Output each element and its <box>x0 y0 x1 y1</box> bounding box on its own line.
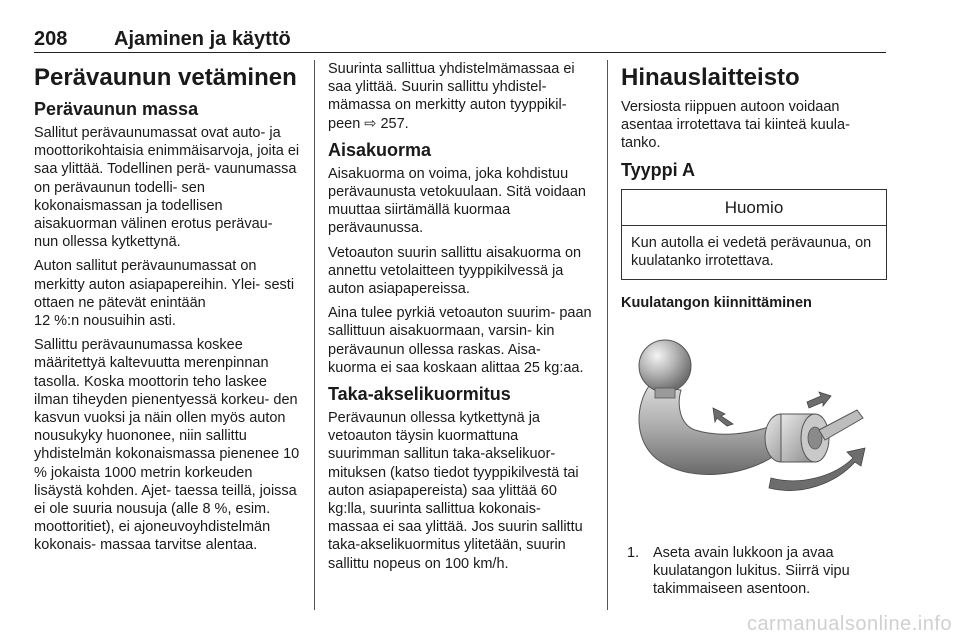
column-3 <box>621 60 887 599</box>
step-1 <box>621 544 887 599</box>
subsection-title-type-a: Tyyppi A <box>621 159 696 180</box>
subsection-title-rear-axle-load: Taka-akselikuormitus <box>328 384 511 405</box>
subsection-title-fitting-ball-bar: Kuulatangon kiinnittäminen <box>621 295 812 312</box>
notice-body: Kun autolla ei vedetä perävaunua, on kuulatanko irrotettava. <box>631 234 872 269</box>
tow-ball-bar-illustration <box>621 326 887 526</box>
page-reference: 257. <box>380 115 409 132</box>
step-number: 1. <box>627 545 640 562</box>
notice-title: Huomio <box>622 190 886 226</box>
reference-arrow-icon: ⇨ <box>364 115 377 132</box>
paragraph-drawbar-load-3: Aina tulee pyrkiä vetoauton suurim- paan sallittuun aisakuormaan, varsin- kin perävaunun ollessa raskas. Aisa- kuorma ei saa koskaan alittaa 25 kg:aa. <box>328 305 592 376</box>
paragraph-trailer-weight-1: Sallitut perävaunumassat ovat auto- ja moottorikohtaisia enimmäisarvoja, joita ei saa ylittää. Todellinen perä- vaunumassa on perävaunun todelli- sen kokonaismassan ja todellisen aisakuorman välinen erotus perävau- nun ollessa kytkettynä. <box>34 125 300 251</box>
step-text: Aseta avain lukkoon ja avaa kuulatangon lukitus. Siirrä vipu takimmaiseen asentoon. <box>653 545 850 598</box>
subsection-title-trailer-weight: Perävaunun massa <box>34 99 199 119</box>
column-divider-1 <box>314 60 315 610</box>
column-divider-2 <box>607 60 608 610</box>
column-1 <box>34 60 300 561</box>
section-title-towing: Perävaunun vetäminen <box>34 64 297 91</box>
page-number: 208 <box>34 28 68 50</box>
subsection-title-drawbar-load: Aisakuorma <box>328 139 432 160</box>
section-title-towing-equipment: Hinauslaitteisto <box>621 64 800 91</box>
paragraph-trailer-weight-2: Auton sallitut perävaunumassat on merkitty auton asiapapereihin. Ylei- sesti ottaen ne pätevät enintään 12 %:n nousuihin asti. <box>34 258 295 330</box>
paragraph-drawbar-load-2: Vetoauton suurin sallittu aisakuorma on annettu vetolaitteen tyyppikilvessä ja auton asiapapereissa. <box>328 244 582 298</box>
paragraph-rear-axle-load: Perävaunun ollessa kytkettynä ja vetoauton täysin kuormattuna suurimman sallitun taka-akselikuor- mituksen (katso tiedot tyyppikilvestä tai auton asiapapereista) saa ylittää 60 kg:lla, suurinta sallittua kokonais- massaa ei saa ylittää. Jos suurin sallittu taka-akselikuormitus ylitetään, suurin sallittu nopeus on 100 km/h. <box>328 410 583 572</box>
paragraph-towing-equipment: Versiosta riippuen autoon voidaan asentaa irrotettava tai kiinteä kuula- tanko. <box>621 99 850 152</box>
chapter-title: Ajaminen ja käyttö <box>114 28 291 50</box>
paragraph-combination-weight: Suurinta sallittua yhdistelmämassaa ei saa ylittää. Suurin sallittu yhdistel- mämassa on merkitty auton tyyppikil- peen ⇨ 257. <box>328 61 575 132</box>
page-header <box>34 26 886 53</box>
column-2 <box>328 60 592 579</box>
paragraph-drawbar-load-1: Aisakuorma on voima, joka kohdistuu perävaunusta vetokuulaan. Sitä voidaan muuttaa siirtämällä kuormaa perävaunussa. <box>328 165 586 237</box>
watermark: carmanualsonline.info <box>746 613 952 635</box>
notice-box <box>621 189 887 280</box>
paragraph-trailer-weight-3: Sallittu perävaunumassa koskee määritettyä kaltevuutta merenpinnan tasolla. Koska moottorin teho laskee ilman tiheyden pienentyessä korkeu- den kasvun vuoksi ja näin ollen myös auton nousukyky huononee, niin sallittu yhdistelmän kokonaismassa pienenee 10 % jokaista 1000 metrin korkeuden lisäystä kohden. Ajet- taessa teillä, joissa ei ole suuria nousuja (alle 8 %, esim. moottoritiet), ei ajoneuvoyhdistelmän kokonais- massaa tarvitse alentaa. <box>34 337 300 554</box>
